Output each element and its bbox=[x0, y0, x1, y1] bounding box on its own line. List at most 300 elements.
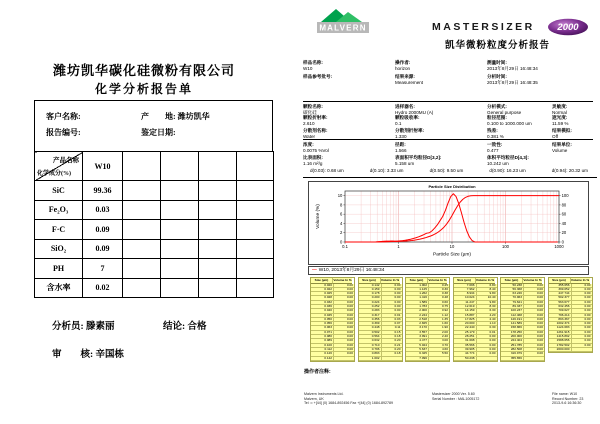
table-header-row bbox=[35, 152, 274, 181]
size-value: 563.677 bbox=[549, 301, 572, 305]
size-table-column bbox=[500, 277, 545, 362]
param-field bbox=[487, 60, 538, 72]
size-value: 316.979 bbox=[501, 352, 524, 356]
param-field bbox=[487, 128, 504, 140]
size-value: 5.024 bbox=[406, 344, 429, 348]
reviewer-line bbox=[52, 346, 124, 360]
report-no-label: 报告编号: bbox=[46, 128, 81, 137]
mastersizer-report bbox=[300, 0, 600, 424]
size-table-row bbox=[454, 357, 497, 361]
footer-line: Malvern, UK bbox=[304, 396, 324, 401]
size-value: 178.250 bbox=[501, 331, 524, 335]
size-value: 0.056 bbox=[311, 322, 334, 326]
volume-value: 0.00 bbox=[572, 305, 592, 309]
empty-cell bbox=[123, 152, 161, 181]
volume-value: 0.00 bbox=[524, 331, 544, 335]
param-field bbox=[487, 155, 529, 167]
product-name-label: 产品名称 bbox=[53, 157, 79, 164]
size-table-column bbox=[310, 277, 355, 362]
size-value: 5.637 bbox=[406, 348, 429, 352]
size-value: 251.785 bbox=[501, 344, 524, 348]
volume-value: 0.00 bbox=[524, 322, 544, 326]
volume-header: Volume In % bbox=[523, 278, 542, 282]
param-label: 进样器名: bbox=[395, 104, 415, 109]
component-name: 含水率 bbox=[35, 278, 83, 298]
size-value: 0.159 bbox=[359, 288, 382, 292]
volume-value: 0.00 bbox=[572, 339, 592, 343]
param-row bbox=[300, 142, 596, 155]
param-label: 表面积平均粒径D[3,2]: bbox=[395, 155, 442, 160]
psd-chart bbox=[308, 181, 589, 265]
volume-header: Volume In % bbox=[380, 278, 400, 282]
size-value: 15.887 bbox=[454, 314, 477, 318]
size-value: 0.632 bbox=[359, 339, 382, 343]
param-label: 残差: bbox=[487, 128, 498, 133]
size-value: 399.052 bbox=[549, 288, 572, 292]
size-value: 0.224 bbox=[359, 301, 382, 305]
volume-value: 0.00 bbox=[382, 284, 402, 288]
param-field bbox=[395, 60, 410, 72]
size-value: 50.238 bbox=[454, 357, 477, 361]
volume-value: 0.00 bbox=[572, 326, 592, 330]
volume-value: 0.00 bbox=[334, 301, 354, 305]
mastersizer-wordmark: MASTERSIZER bbox=[432, 21, 535, 33]
size-value: 0.502 bbox=[359, 331, 382, 335]
size-value: 0.564 bbox=[359, 335, 382, 339]
volume-value: 0.48 bbox=[429, 296, 449, 300]
volume-header: Volume In % bbox=[475, 278, 495, 282]
volume-value: 0.00 bbox=[334, 318, 354, 322]
chart-tick-label: 10 bbox=[337, 193, 343, 199]
section-divider bbox=[303, 101, 593, 102]
volume-value: 0.30 bbox=[429, 288, 449, 292]
param-value: 0.381 % bbox=[487, 134, 504, 140]
param-value: 11.59 % bbox=[552, 121, 569, 127]
size-value: 0.112 bbox=[311, 348, 334, 352]
volume-value bbox=[429, 357, 449, 361]
volume-value: 0.00 bbox=[524, 314, 544, 318]
volume-value: 0.15 bbox=[382, 331, 402, 335]
param-value: 1.330 bbox=[395, 134, 407, 140]
size-value: 0.050 bbox=[311, 318, 334, 322]
component-value: 7 bbox=[83, 259, 123, 279]
volume-value: 0.00 bbox=[334, 352, 354, 356]
size-table-row bbox=[406, 357, 449, 361]
size-value: 796.214 bbox=[549, 314, 572, 318]
size-value: 1.783 bbox=[406, 305, 429, 309]
size-value: 7.096 bbox=[406, 357, 429, 361]
param-row bbox=[300, 60, 596, 74]
volume-value: 0.00 bbox=[334, 348, 354, 352]
param-row bbox=[300, 115, 596, 128]
volume-value: 0.00 bbox=[524, 344, 544, 348]
size-header: Size (µm) bbox=[549, 278, 571, 284]
size-value: 0.252 bbox=[359, 305, 382, 309]
size-value: 14.159 bbox=[454, 309, 477, 313]
param-label: 颗粒折射率: bbox=[303, 115, 328, 120]
param-label: 遮光度: bbox=[552, 115, 568, 120]
volume-value: 0.20 bbox=[382, 339, 402, 343]
size-value: 0.448 bbox=[359, 326, 382, 330]
size-value: 3.557 bbox=[406, 331, 429, 335]
analyst-line bbox=[52, 318, 115, 332]
size-value: 89.337 bbox=[501, 305, 524, 309]
size-value: 632.456 bbox=[549, 305, 572, 309]
psd-report-title: 凯华微粉粒度分析报告 bbox=[444, 40, 550, 51]
volume-value: 0.00 bbox=[572, 301, 592, 305]
chart-tick-label: 0 bbox=[340, 239, 343, 245]
size-table-row bbox=[501, 357, 544, 361]
param-field bbox=[395, 104, 433, 116]
chart-tick-label: 0.1 bbox=[342, 244, 348, 249]
size-value: 0.356 bbox=[359, 318, 382, 322]
empty-cell bbox=[161, 200, 199, 220]
empty-cell bbox=[161, 278, 199, 298]
chart-title: Particle Size Distribution bbox=[428, 184, 476, 189]
param-label: 样品参考批号: bbox=[303, 74, 333, 79]
empty-cell bbox=[237, 181, 274, 201]
volume-value: 0.30 bbox=[477, 326, 497, 330]
volume-value: 0.38 bbox=[429, 292, 449, 296]
chart-tick-label: 10 bbox=[449, 244, 455, 249]
volume-value: 0.21 bbox=[382, 344, 402, 348]
param-field bbox=[487, 142, 502, 154]
component-value: 0.09 bbox=[83, 239, 123, 259]
size-table-column bbox=[405, 277, 450, 362]
param-field bbox=[552, 115, 569, 127]
size-value: 200.000 bbox=[501, 335, 524, 339]
table-row bbox=[35, 181, 274, 201]
volume-value: 0.00 bbox=[572, 309, 592, 313]
volume-value: 0.00 bbox=[334, 292, 354, 296]
volume-value bbox=[572, 348, 592, 352]
volume-value: 0.00 bbox=[334, 335, 354, 339]
size-value: 1124.683 bbox=[549, 326, 572, 330]
table-row bbox=[35, 239, 274, 259]
volume-value: 0.00 bbox=[334, 284, 354, 288]
volume-value: 0.20 bbox=[382, 348, 402, 352]
size-value: 25.179 bbox=[454, 331, 477, 335]
operator-notes-label: 操作者注释: bbox=[304, 369, 331, 375]
size-value: 0.893 bbox=[359, 352, 382, 356]
chart-tick-label: 60 bbox=[561, 211, 567, 217]
size-value: 282.508 bbox=[501, 348, 524, 352]
size-value: 70.963 bbox=[501, 296, 524, 300]
size-value: 44.774 bbox=[454, 352, 477, 356]
footer-center bbox=[432, 392, 479, 401]
size-value: 447.744 bbox=[549, 292, 572, 296]
param-label: 粒径范围: bbox=[487, 115, 507, 120]
model-2000-text: 2000 bbox=[557, 22, 579, 34]
param-value: Off bbox=[552, 134, 559, 140]
volume-value: 0.00 bbox=[572, 284, 592, 288]
param-label: 样品名称: bbox=[303, 60, 323, 65]
conclusion-value: 合格 bbox=[187, 322, 207, 332]
volume-value: 6.30 bbox=[477, 309, 497, 313]
chart-tick-label: 6 bbox=[340, 211, 343, 217]
volume-value: 0.00 bbox=[524, 305, 544, 309]
size-value: 8.934 bbox=[454, 292, 477, 296]
volume-value: 0.00 bbox=[572, 288, 592, 292]
param-label: 结果来源: bbox=[395, 74, 415, 79]
param-field bbox=[395, 115, 420, 127]
size-header: Size (µm) bbox=[311, 278, 333, 284]
size-table-row bbox=[311, 357, 354, 361]
footer-line: Malvern Instruments Ltd. bbox=[304, 392, 344, 396]
param-field bbox=[303, 115, 328, 127]
volume-value: 0.03 bbox=[382, 318, 402, 322]
size-value: 0.032 bbox=[311, 301, 334, 305]
size-value: 11.247 bbox=[454, 301, 477, 305]
size-value: 0.100 bbox=[311, 344, 334, 348]
size-value: 502.377 bbox=[549, 296, 572, 300]
analyst-name: 滕素丽 bbox=[86, 322, 115, 332]
param-label: 分析模式: bbox=[487, 104, 507, 109]
chem-table-body bbox=[35, 181, 274, 298]
component-name: PH bbox=[35, 259, 83, 279]
size-value: 28.251 bbox=[454, 335, 477, 339]
param-label: 比表面积: bbox=[303, 155, 323, 160]
footer-line: Mastersizer 2000 Ver. 5.60 bbox=[432, 392, 475, 396]
chem-report-title: 化学分析报告单 bbox=[94, 82, 193, 96]
size-table bbox=[310, 277, 593, 362]
param-value bbox=[303, 80, 332, 85]
size-value: 6.325 bbox=[406, 352, 429, 356]
size-value: 0.796 bbox=[359, 348, 382, 352]
size-value: 22.440 bbox=[454, 326, 477, 330]
param-value: horizon bbox=[395, 66, 411, 72]
param-field bbox=[395, 128, 424, 140]
empty-cell bbox=[237, 259, 274, 279]
size-value: 0.036 bbox=[311, 305, 334, 309]
param-row bbox=[300, 74, 596, 101]
empty-cell bbox=[199, 239, 237, 259]
size-value: 31.698 bbox=[454, 339, 477, 343]
empty-cell bbox=[123, 200, 161, 220]
size-value: 0.142 bbox=[311, 357, 334, 361]
param-field bbox=[395, 155, 441, 167]
volume-value: 0.00 bbox=[382, 301, 402, 305]
component-name: SiC bbox=[35, 181, 83, 201]
volume-value: 0.00 bbox=[334, 326, 354, 330]
percentile-value: d(0.10): 3.33 um bbox=[369, 168, 404, 173]
size-value: 0.317 bbox=[359, 314, 382, 318]
volume-value: 0.00 bbox=[334, 305, 354, 309]
size-value: 112.468 bbox=[501, 314, 524, 318]
percentile-row bbox=[310, 168, 588, 173]
empty-cell bbox=[161, 181, 199, 201]
empty-cell bbox=[237, 152, 274, 181]
size-table-column bbox=[358, 277, 403, 362]
volume-value: 0.00 bbox=[334, 296, 354, 300]
empty-cell bbox=[161, 239, 199, 259]
volume-value: 0.00 bbox=[524, 284, 544, 288]
chart-tick-label: 1 bbox=[397, 244, 400, 249]
param-value: Water bbox=[303, 134, 316, 140]
param-value: Normal bbox=[552, 110, 567, 116]
volume-value: 6.80 bbox=[477, 284, 497, 288]
volume-value: 9.80 bbox=[477, 301, 497, 305]
size-value: 50.238 bbox=[501, 284, 524, 288]
param-field bbox=[487, 74, 538, 86]
size-value: 2.244 bbox=[406, 314, 429, 318]
size-value: 35.566 bbox=[454, 344, 477, 348]
volume-value: 0.07 bbox=[382, 322, 402, 326]
param-row bbox=[300, 128, 596, 139]
size-value: 2000.000 bbox=[549, 348, 572, 352]
param-field bbox=[552, 104, 567, 116]
footer-line: Tel := +[44] (0) 1684-892456 Fax +[44] (0) 1684-892789 bbox=[304, 401, 394, 406]
psd-chart-svg bbox=[309, 182, 588, 264]
volume-value: 0.00 bbox=[334, 344, 354, 348]
param-value: 碳化硅 bbox=[303, 110, 317, 116]
size-value: 1782.502 bbox=[549, 344, 572, 348]
param-label: 测量时间: bbox=[487, 60, 507, 65]
size-value: 7.096 bbox=[454, 284, 477, 288]
size-value: 4.477 bbox=[406, 339, 429, 343]
volume-value: 0.00 bbox=[524, 292, 544, 296]
volume-value: 3.70 bbox=[429, 344, 449, 348]
footer-line: Record Number: 23 bbox=[552, 396, 584, 401]
size-value: 1.002 bbox=[359, 357, 382, 361]
volume-value: 0.00 bbox=[524, 309, 544, 313]
volume-value: 4.60 bbox=[429, 348, 449, 352]
size-table-column bbox=[548, 277, 593, 353]
size-value: 1.125 bbox=[406, 288, 429, 292]
param-label: 结果单位: bbox=[552, 142, 572, 147]
size-table-row bbox=[549, 348, 592, 352]
empty-cell bbox=[199, 181, 237, 201]
size-value: 0.126 bbox=[311, 352, 334, 356]
size-value: 2.825 bbox=[406, 322, 429, 326]
volume-value: 2.40 bbox=[429, 335, 449, 339]
size-value: 17.825 bbox=[454, 318, 477, 322]
volume-value: 0.00 bbox=[572, 331, 592, 335]
volume-value: 0.00 bbox=[334, 339, 354, 343]
param-value: 10.242 um bbox=[487, 161, 509, 167]
volume-value: 0.00 bbox=[382, 305, 402, 309]
size-value: 3.991 bbox=[406, 335, 429, 339]
size-value: 63.246 bbox=[501, 292, 524, 296]
param-field bbox=[552, 142, 572, 154]
size-value: 0.028 bbox=[311, 296, 334, 300]
legend-text: W10, 2013年8月29日 16:48:34 bbox=[318, 268, 385, 273]
volume-value: 0.00 bbox=[524, 339, 544, 343]
param-field bbox=[303, 60, 323, 72]
param-label: 颗粒名称: bbox=[303, 104, 323, 109]
volume-value: 0.00 bbox=[477, 335, 497, 339]
volume-value: 0.00 bbox=[524, 296, 544, 300]
volume-value: 1.35 bbox=[429, 318, 449, 322]
param-label: 颗粒吸收率: bbox=[395, 115, 420, 120]
empty-cell bbox=[237, 278, 274, 298]
chart-legend bbox=[308, 266, 589, 275]
size-value: 56.368 bbox=[501, 288, 524, 292]
reviewer-name: 辛国栋 bbox=[95, 350, 125, 360]
param-label: 分散剂折射率: bbox=[395, 128, 425, 133]
company-name: 潍坊凯华碳化硅微粉有限公司 bbox=[52, 63, 235, 78]
volume-value: 1.60 bbox=[429, 322, 449, 326]
volume-value: 8.40 bbox=[477, 288, 497, 292]
empty-cell bbox=[237, 239, 274, 259]
volume-value: 0.00 bbox=[524, 326, 544, 330]
size-header: Size (µm) bbox=[359, 278, 381, 284]
footer-line: Serial Number : MAL1005172 bbox=[432, 396, 480, 401]
chart-tick-label: 80 bbox=[561, 202, 567, 208]
size-value: 0.283 bbox=[359, 309, 382, 313]
malvern-wordmark: MALVERN bbox=[319, 23, 367, 33]
size-value: 2.518 bbox=[406, 318, 429, 322]
volume-value: 0.00 bbox=[477, 348, 497, 352]
origin-value: 潍坊凯华 bbox=[177, 112, 210, 121]
chart-tick-label: 0 bbox=[561, 239, 564, 245]
empty-cell bbox=[237, 200, 274, 220]
size-value: 126.191 bbox=[501, 318, 524, 322]
param-label: 灵敏度: bbox=[552, 104, 568, 109]
customer-label: 客户名称: bbox=[46, 112, 81, 121]
volume-value: 0.00 bbox=[572, 344, 592, 348]
component-value: 99.36 bbox=[83, 181, 123, 201]
size-value: 0.022 bbox=[311, 288, 334, 292]
param-value: 0.1 bbox=[395, 121, 402, 127]
param-label: 分析时间: bbox=[487, 74, 507, 79]
volume-value: 2.00 bbox=[429, 331, 449, 335]
volume-value bbox=[524, 357, 544, 361]
size-value: 79.621 bbox=[501, 301, 524, 305]
empty-cell bbox=[199, 259, 237, 279]
empty-cell bbox=[123, 181, 161, 201]
info-row-2 bbox=[35, 117, 272, 137]
volume-value: 0.25 bbox=[429, 284, 449, 288]
footer-left bbox=[304, 392, 393, 406]
table-row bbox=[35, 259, 274, 279]
percentile-value: d(0.03): 0.68 um bbox=[310, 168, 344, 173]
param-label: 操作者: bbox=[395, 60, 411, 65]
param-value: Volume bbox=[552, 148, 568, 154]
size-value: 141.589 bbox=[501, 322, 524, 326]
chart-tick-label: 40 bbox=[561, 220, 567, 226]
size-value: 2.000 bbox=[406, 309, 429, 313]
volume-value: 0.00 bbox=[477, 352, 497, 356]
volume-value: 1.10 bbox=[477, 322, 497, 326]
volume-value: 3.00 bbox=[429, 339, 449, 343]
empty-cell bbox=[161, 152, 199, 181]
size-value: 0.025 bbox=[311, 292, 334, 296]
volume-value: 0.00 bbox=[524, 288, 544, 292]
size-value: 355.656 bbox=[549, 284, 572, 288]
component-name: SiO₂ bbox=[35, 239, 83, 259]
volume-value: 0.18 bbox=[382, 352, 402, 356]
volume-value: 0.92 bbox=[429, 309, 449, 313]
volume-value: 0.00 bbox=[572, 292, 592, 296]
percentile-value: d(0.90): 16.23 um bbox=[489, 168, 526, 173]
chart-tick-label: 2 bbox=[340, 230, 343, 236]
size-value: 12.619 bbox=[454, 305, 477, 309]
size-value: 100.237 bbox=[501, 309, 524, 313]
volume-value: 0.00 bbox=[334, 331, 354, 335]
size-value: 1415.892 bbox=[549, 335, 572, 339]
volume-value: 0.00 bbox=[334, 322, 354, 326]
chart-tick-label: 20 bbox=[561, 230, 567, 236]
volume-value: 10.40 bbox=[477, 296, 497, 300]
volume-value: 0.11 bbox=[382, 326, 402, 330]
mastersizer-2000-logo bbox=[547, 18, 589, 36]
volume-header: Volume In % bbox=[428, 278, 447, 282]
param-value: Measurement bbox=[395, 80, 424, 86]
volume-value: 0.00 bbox=[477, 344, 497, 348]
param-value: 2.610 bbox=[303, 121, 315, 127]
chart-tick-label: 1000 bbox=[554, 244, 564, 249]
